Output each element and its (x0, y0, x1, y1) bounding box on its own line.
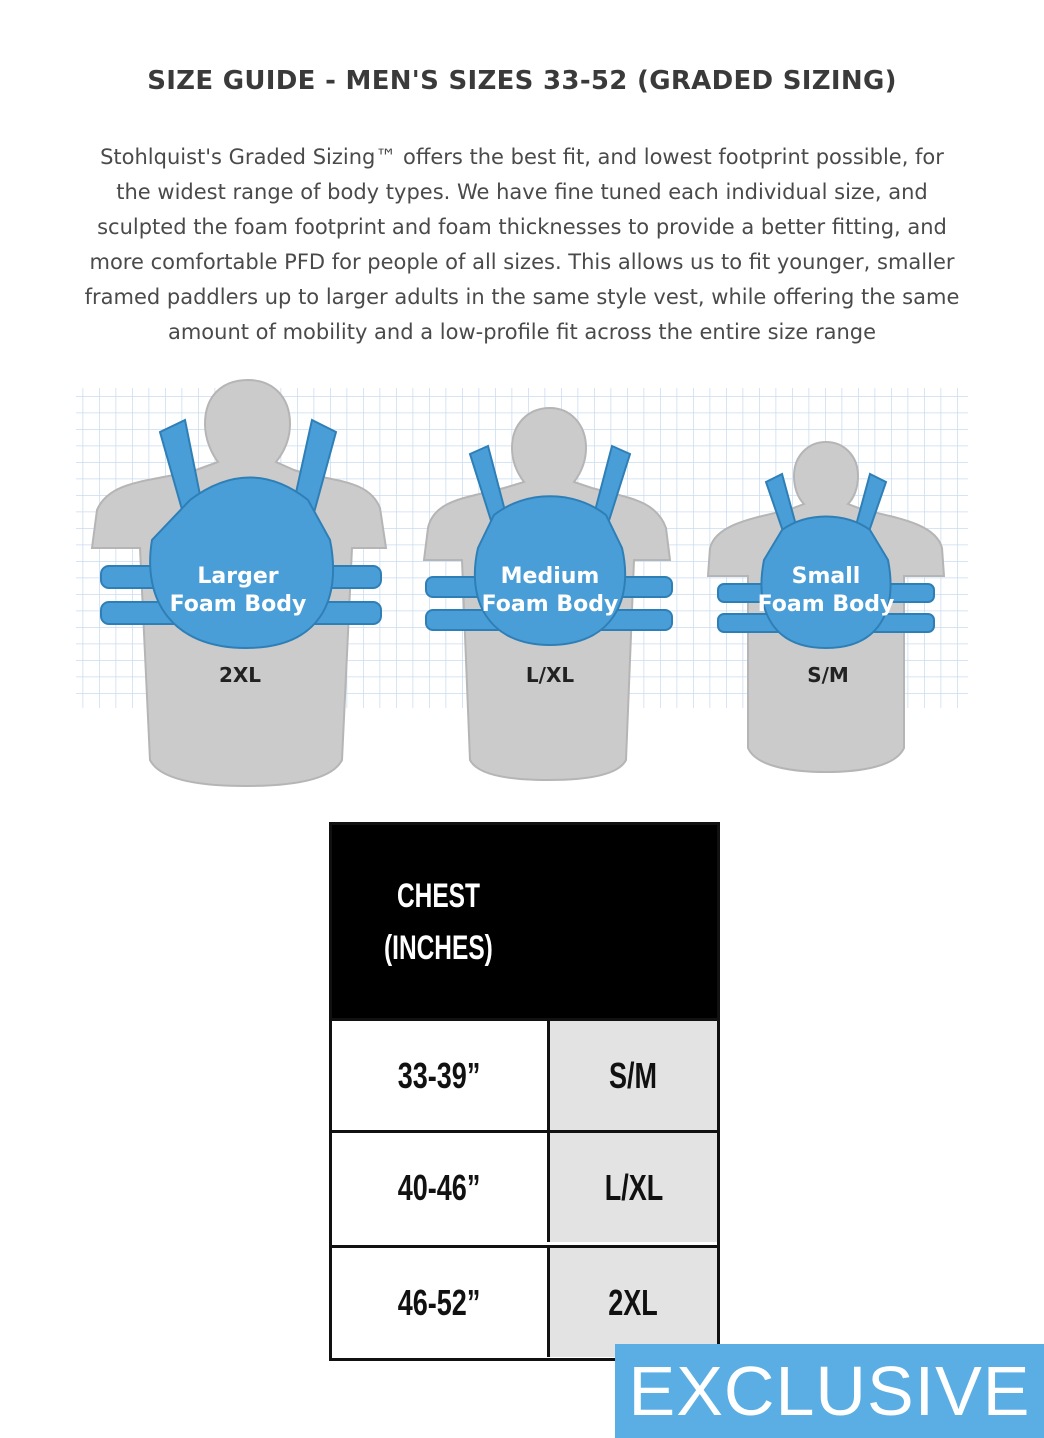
size-table (329, 822, 720, 1361)
chest-cell (332, 1021, 547, 1130)
page-title: SIZE GUIDE - MEN'S SIZES 33-52 (GRADED SIZING) (147, 66, 897, 96)
header-line: (INCHES) (384, 929, 493, 967)
size-value: 2XL (608, 1281, 659, 1323)
chest-value: 46-52” (398, 1281, 481, 1323)
table-header (332, 825, 717, 1018)
table-row (332, 1245, 717, 1357)
figure-label-line2: Foam Body (481, 592, 619, 617)
size-value: S/M (609, 1054, 658, 1096)
figure-size-label: S/M (807, 663, 849, 687)
size-cell (547, 1133, 717, 1242)
intro-line: more comfortable PFD for people of all sizes. This allows us to fit younger, smaller (89, 250, 955, 274)
figure-label-line1: Medium (500, 564, 600, 589)
intro-line: Stohlquist's Graded Sizing™ offers the best fit, and lowest footprint possible, for (100, 145, 944, 169)
chest-value: 33-39” (398, 1054, 481, 1096)
exclusive-badge-label: EXCLUSIVE (628, 1352, 1031, 1430)
table-row (332, 1018, 717, 1130)
intro-line: framed paddlers up to larger adults in the same style vest, while offering the same (84, 285, 960, 309)
figure-label-line2: Foam Body (757, 592, 895, 617)
figure-size-label: L/XL (525, 663, 575, 687)
size-cell (547, 1248, 717, 1357)
table-row (332, 1130, 717, 1242)
figure-label-line1: Small (791, 564, 861, 589)
intro-line: the widest range of body types. We have fine tuned each individual size, and (116, 180, 928, 204)
size-value: L/XL (604, 1166, 663, 1208)
intro-line: amount of mobility and a low-profile fit across the entire size range (167, 320, 877, 344)
figure-label-line2: Foam Body (169, 592, 307, 617)
chest-value: 40-46” (398, 1166, 481, 1208)
figure-label-line1: Larger (197, 564, 279, 589)
intro-line: sculpted the foam footprint and foam thicknesses to provide a better fitting, and (97, 215, 947, 239)
size-cell (547, 1021, 717, 1130)
exclusive-badge (615, 1344, 1044, 1438)
table-header-label (384, 870, 493, 974)
header-line: CHEST (396, 877, 480, 915)
chest-cell (332, 1133, 547, 1242)
figure-size-label: 2XL (218, 663, 262, 687)
chest-cell (332, 1248, 547, 1357)
